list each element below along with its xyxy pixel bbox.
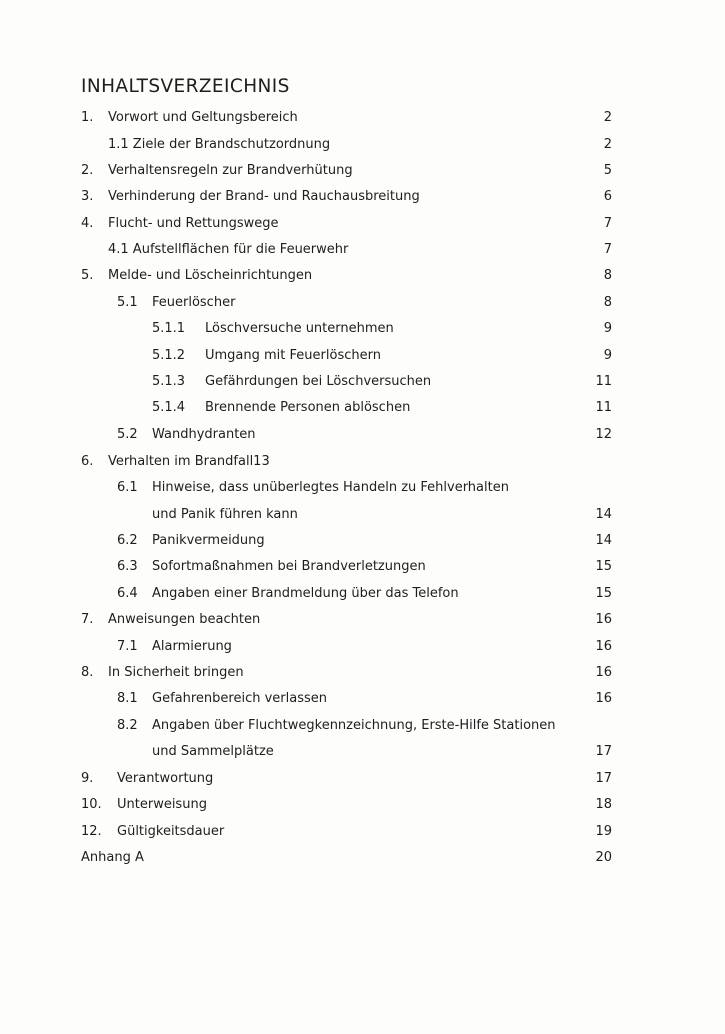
toc-entry-title: Brennende Personen ablöschen bbox=[205, 400, 411, 415]
toc-entry-page: 9 bbox=[603, 348, 612, 363]
toc-entry bbox=[0, 690, 725, 708]
toc-entry bbox=[0, 849, 725, 867]
toc-entry-page: 6 bbox=[603, 189, 612, 204]
toc-entry-number: 6.2 bbox=[117, 533, 138, 548]
toc-entry-title: Wandhydranten bbox=[152, 427, 256, 442]
toc-entry-number: 8.1 bbox=[117, 691, 138, 706]
toc-entry-page: 11 bbox=[595, 374, 612, 389]
toc-entry-number: 9. bbox=[81, 771, 94, 786]
toc-entry-number: 5.1.1 bbox=[152, 321, 186, 336]
toc-entry-page: 7 bbox=[603, 242, 612, 257]
toc-entry-number: 2. bbox=[81, 163, 94, 178]
toc-entry-page: 16 bbox=[595, 665, 612, 680]
toc-entry-number: 10. bbox=[81, 797, 102, 812]
toc-entry-number: 7. bbox=[81, 612, 94, 627]
toc-entry-title: In Sicherheit bringen bbox=[108, 665, 244, 680]
toc-entry bbox=[0, 506, 725, 524]
toc-entry-title: 4.1 Aufstellflächen für die Feuerwehr bbox=[108, 242, 349, 257]
toc-entry-number: 5.1.2 bbox=[152, 348, 186, 363]
toc-entry-title: Hinweise, dass unüberlegtes Handeln zu Fehlverhalten bbox=[152, 480, 509, 495]
toc-entry-page: 8 bbox=[603, 295, 612, 310]
toc-entry bbox=[0, 136, 725, 154]
toc-entry bbox=[0, 532, 725, 550]
toc-entry-page: 15 bbox=[595, 559, 612, 574]
toc-entry bbox=[0, 479, 725, 497]
toc-entry-title: Panikvermeidung bbox=[152, 533, 265, 548]
toc-entry-number: 5.1.4 bbox=[152, 400, 186, 415]
toc-entry-number: 6.4 bbox=[117, 586, 138, 601]
toc-entry-number: 1. bbox=[81, 110, 94, 125]
toc-entry-page: 8 bbox=[603, 268, 612, 283]
toc-entry-title: Sofortmaßnahmen bei Brandverletzungen bbox=[152, 559, 426, 574]
toc-entry bbox=[0, 426, 725, 444]
toc-entry-title: und Sammelplätze bbox=[152, 744, 274, 759]
toc-entry bbox=[0, 188, 725, 206]
toc-entry-title: Löschversuche unternehmen bbox=[205, 321, 394, 336]
toc-entry-title: Feuerlöscher bbox=[152, 295, 236, 310]
toc-entry-title: Anweisungen beachten bbox=[108, 612, 261, 627]
toc-entry-page: 7 bbox=[603, 216, 612, 231]
toc-entry-title: Umgang mit Feuerlöschern bbox=[205, 348, 381, 363]
toc-entry-title: Angaben einer Brandmeldung über das Telefon bbox=[152, 586, 459, 601]
toc-entry-title: und Panik führen kann bbox=[152, 507, 298, 522]
toc-entry-page: 19 bbox=[595, 824, 612, 839]
toc-entry-number: 5. bbox=[81, 268, 94, 283]
toc-entry bbox=[0, 215, 725, 233]
toc-entry-title: Anhang A bbox=[81, 850, 144, 865]
toc-entry-number: 8.2 bbox=[117, 718, 138, 733]
toc-entry-page: 20 bbox=[595, 850, 612, 865]
toc-entry bbox=[0, 585, 725, 603]
toc-entry bbox=[0, 823, 725, 841]
toc-entry-page: 15 bbox=[595, 586, 612, 601]
toc-entry-title: Vorwort und Geltungsbereich bbox=[108, 110, 298, 125]
toc-entry-page: 14 bbox=[595, 507, 612, 522]
toc-entry-number: 5.1.3 bbox=[152, 374, 186, 389]
toc-entry bbox=[0, 717, 725, 735]
toc-entry bbox=[0, 664, 725, 682]
toc-entry-number: 7.1 bbox=[117, 639, 138, 654]
toc-entry-title: Alarmierung bbox=[152, 639, 232, 654]
toc-entry-title: Melde- und Löscheinrichtungen bbox=[108, 268, 313, 283]
toc-entry bbox=[0, 399, 725, 417]
toc-entry-page: 11 bbox=[595, 400, 612, 415]
toc-entry bbox=[0, 611, 725, 629]
toc-entry-page: 18 bbox=[595, 797, 612, 812]
toc-entry-number: 6.3 bbox=[117, 559, 138, 574]
toc-entry-page: 2 bbox=[603, 110, 612, 125]
toc-entry-number: 3. bbox=[81, 189, 94, 204]
toc-entry-number: 4. bbox=[81, 216, 94, 231]
toc-entry-title: 1.1 Ziele der Brandschutzordnung bbox=[108, 137, 331, 152]
toc-entry-page: 16 bbox=[595, 612, 612, 627]
toc-entry bbox=[0, 241, 725, 259]
toc-entry bbox=[0, 453, 725, 471]
toc-entry bbox=[0, 743, 725, 761]
toc-entry bbox=[0, 109, 725, 127]
toc-entry-page: 17 bbox=[595, 744, 612, 759]
toc-entry bbox=[0, 373, 725, 391]
toc-entry-title: Verantwortung bbox=[117, 771, 214, 786]
toc-entry-page: 16 bbox=[595, 639, 612, 654]
toc-entry bbox=[0, 770, 725, 788]
toc-entry bbox=[0, 294, 725, 312]
toc-entry bbox=[0, 320, 725, 338]
toc-entry-number: 12. bbox=[81, 824, 102, 839]
toc-entry-page: 9 bbox=[603, 321, 612, 336]
toc-title: INHALTSVERZEICHNIS bbox=[81, 76, 290, 97]
toc-entry-title: Gefahrenbereich verlassen bbox=[152, 691, 327, 706]
toc-entry bbox=[0, 796, 725, 814]
toc-entry bbox=[0, 558, 725, 576]
toc-entry bbox=[0, 347, 725, 365]
toc-entry-number: 8. bbox=[81, 665, 94, 680]
toc-entry-page: 16 bbox=[595, 691, 612, 706]
toc-entry-number: 5.1 bbox=[117, 295, 138, 310]
toc-entry-title: Flucht- und Rettungswege bbox=[108, 216, 279, 231]
toc-entry bbox=[0, 638, 725, 656]
toc-entry-page: 14 bbox=[595, 533, 612, 548]
toc-entry-page: 5 bbox=[603, 163, 612, 178]
toc-entry-title: Verhaltensregeln zur Brandverhütung bbox=[108, 163, 353, 178]
toc-entry-page: 2 bbox=[603, 137, 612, 152]
toc-entry-page: 17 bbox=[595, 771, 612, 786]
toc-entry-number: 6.1 bbox=[117, 480, 138, 495]
toc-entry-title: Gefährdungen bei Löschversuchen bbox=[205, 374, 432, 389]
toc-entry-title: Angaben über Fluchtwegkennzeichnung, Erste-Hilfe Stationen bbox=[152, 718, 556, 733]
toc-entry-title: Verhalten im Brandfall13 bbox=[108, 454, 270, 469]
toc-entry-title: Gültigkeitsdauer bbox=[117, 824, 225, 839]
toc-entry-title: Verhinderung der Brand- und Rauchausbreitung bbox=[108, 189, 420, 204]
toc-entry-page: 12 bbox=[595, 427, 612, 442]
toc-entry-number: 6. bbox=[81, 454, 94, 469]
toc-entry bbox=[0, 162, 725, 180]
toc-entry bbox=[0, 267, 725, 285]
toc-entry-title: Unterweisung bbox=[117, 797, 207, 812]
toc-entry-number: 5.2 bbox=[117, 427, 138, 442]
